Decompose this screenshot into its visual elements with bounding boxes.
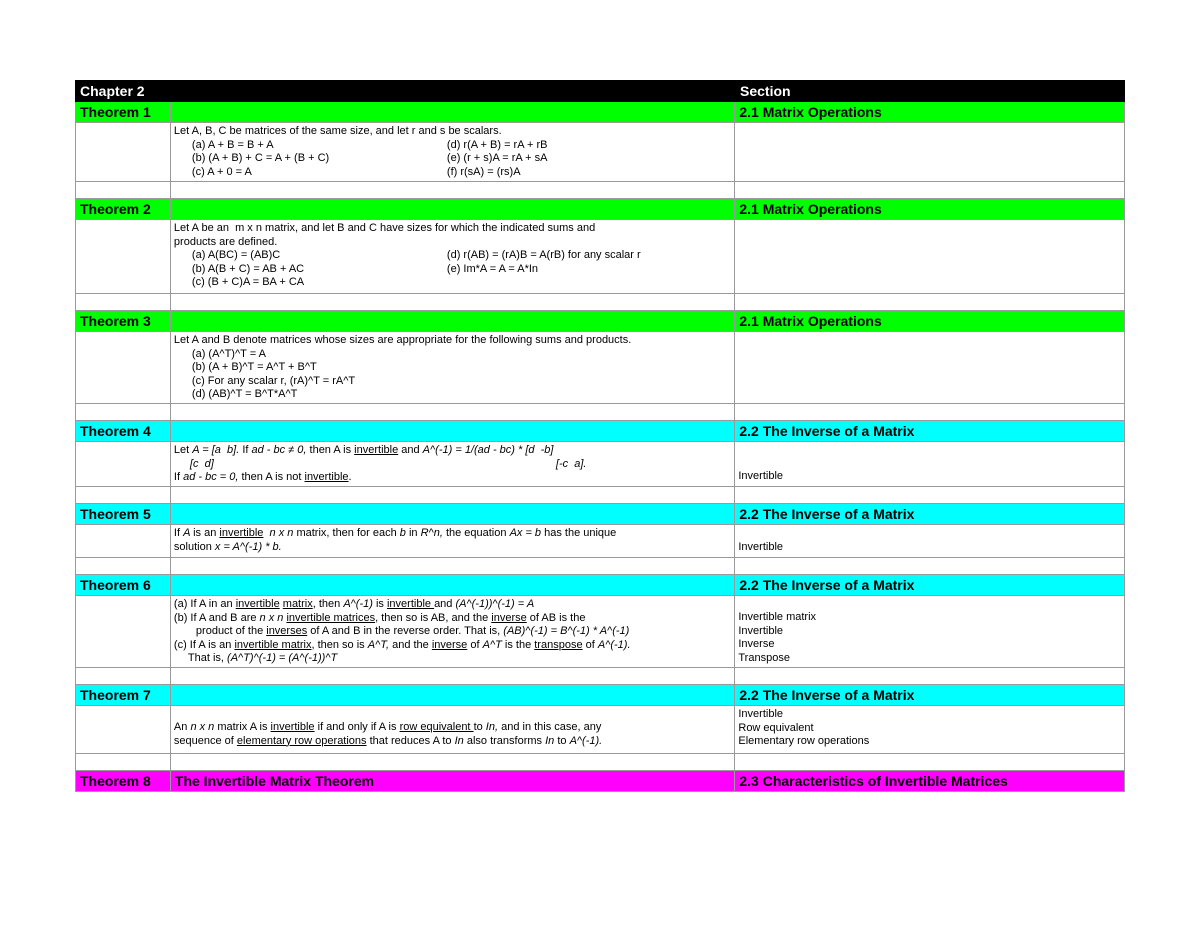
theorem-statement: An n x n matrix A is invertible if and only if A is row equivalent to In, and in this case, any sequence of elementary row operations that reduces A to In also transforms In to A^(-1). <box>171 706 735 754</box>
keyword-link: invertible <box>304 471 349 483</box>
theorem-label: Theorem 5 <box>76 504 171 525</box>
theorem-2-body <box>75 220 1125 294</box>
theorem-label: Theorem 2 <box>76 199 171 220</box>
theorem-1-header <box>75 102 1125 123</box>
section-name: 2.2 The Inverse of a Matrix <box>735 504 1125 525</box>
theorem-label: Theorem 8 <box>76 771 171 792</box>
theorem-8-header <box>75 771 1125 792</box>
spreadsheet <box>75 80 1125 792</box>
theorem-label: Theorem 3 <box>76 311 171 332</box>
chapter-title: Chapter 2 <box>80 83 145 99</box>
theorem-3-body <box>75 332 1125 404</box>
theorem-statement: Let A = [a b]. If ad - bc ≠ 0, then A is invertible and A^(-1) = 1/(ad - bc) * [d -b] [c d] [-c a]. If ad - bc = 0, then A is not invertible. <box>171 442 735 487</box>
theorem-title: The Invertible Matrix Theorem <box>171 771 735 792</box>
theorem-label: Theorem 1 <box>76 102 171 123</box>
theorem-7-header <box>75 685 1125 706</box>
theorem-3-header <box>75 311 1125 332</box>
keywords-cell: Invertible matrix Invertible Inverse Transpose <box>735 596 1125 668</box>
theorem-statement: (a) If A in an invertible matrix, then A^(-1) is invertible and (A^(-1))^(-1) = A (b) If A and B are n x n invertible matrices, then so is AB, and the inverse of AB is the product of the inverses of A and B in the reverse order. That is, (AB)^(-1) = B^(-1) * A^(-1) (c) If A is an invertible matrix, then so is A^T, and the inverse of A^T is the transpose of A^(-1). That is, (A^T)^(-1) = (A^(-1))^T <box>171 596 735 668</box>
theorem-label: Theorem 6 <box>76 575 171 596</box>
section-header: Section <box>740 83 791 99</box>
section-name: 2.1 Matrix Operations <box>735 102 1125 123</box>
theorem-statement: Let A be an m x n matrix, and let B and C have sizes for which the indicated sums and products are defined. (a) A(BC) = (AB)C (d) r(AB) = (rA)B = A(rB) for any scalar r (b) A(B + C) = AB + AC (e) Im*A = A = A*In (c) (B + C)A = BA + CA <box>171 220 735 294</box>
theorem-5-body <box>75 525 1125 558</box>
section-name: 2.1 Matrix Operations <box>735 199 1125 220</box>
section-name: 2.1 Matrix Operations <box>735 311 1125 332</box>
keyword-link: invertible <box>354 444 399 456</box>
theorem-1-body <box>75 123 1125 182</box>
section-name: 2.2 The Inverse of a Matrix <box>735 685 1125 706</box>
section-name: 2.2 The Inverse of a Matrix <box>735 575 1125 596</box>
theorem-2-header <box>75 199 1125 220</box>
header-row <box>75 80 1125 102</box>
keywords-cell: Invertible <box>735 442 1125 487</box>
theorem-statement: Let A, B, C be matrices of the same size, and let r and s be scalars. (a) A + B = B + A (d) r(A + B) = rA + rB (b) (A + B) + C = A + (B + C) (e) (r + s)A = rA + sA (c) A + 0 = A (f) r(sA) = (rs)A <box>171 123 735 182</box>
section-name: 2.3 Characteristics of Invertible Matrices <box>735 771 1125 792</box>
theorem-6-body <box>75 596 1125 668</box>
keywords-cell: Invertible Row equivalent Elementary row operations <box>735 706 1125 754</box>
theorem-7-body <box>75 706 1125 754</box>
theorem-label: Theorem 4 <box>76 421 171 442</box>
section-name: 2.2 The Inverse of a Matrix <box>735 421 1125 442</box>
keywords-cell: Invertible <box>735 525 1125 558</box>
theorem-4-header <box>75 421 1125 442</box>
theorem-5-header <box>75 504 1125 525</box>
theorem-statement: If A is an invertible n x n matrix, then for each b in R^n, the equation Ax = b has the unique solution x = A^(-1) * b. <box>171 525 735 558</box>
theorem-4-body <box>75 442 1125 487</box>
theorem-label: Theorem 7 <box>76 685 171 706</box>
theorem-6-header <box>75 575 1125 596</box>
theorem-statement: Let A and B denote matrices whose sizes are appropriate for the following sums and products. (a) (A^T)^T = A (b) (A + B)^T = A^T + B^T (c) For any scalar r, (rA)^T = rA^T (d) (AB)^T = B^T*A^T <box>171 332 735 404</box>
